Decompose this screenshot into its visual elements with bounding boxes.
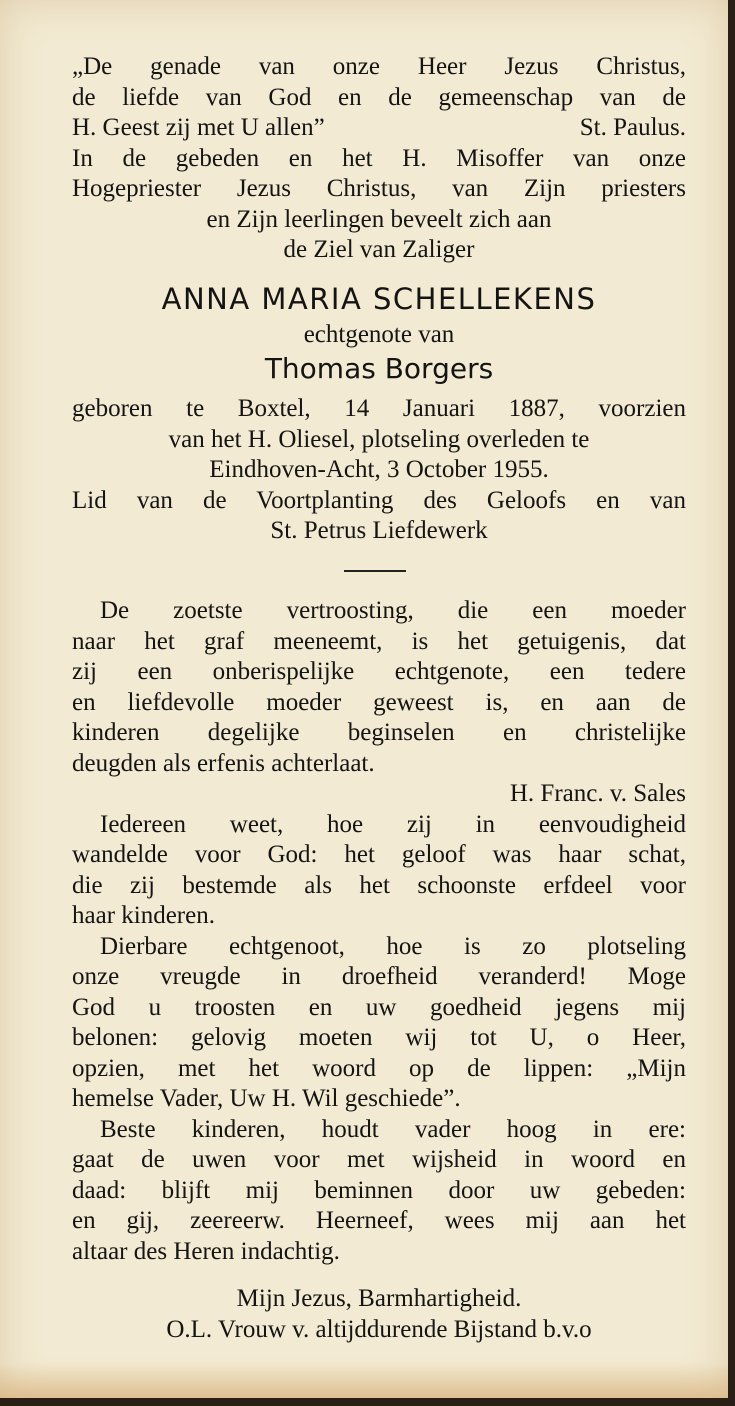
prayer-line: Mijn Jezus, Barmhartigheid. bbox=[236, 1285, 522, 1312]
body-line: belonen: gelovig moeten wij tot U, o Heer, bbox=[72, 1024, 686, 1051]
body-line: kinderen degelijke beginselen en christelijke bbox=[72, 719, 686, 746]
body-section bbox=[72, 596, 686, 1267]
body-line: die zij bestemde als het schoonste erfdeel voor bbox=[72, 871, 686, 899]
deceased-name: ANNA MARIA SCHELLEKENS bbox=[161, 282, 597, 316]
bio-section bbox=[72, 394, 686, 547]
body-line: deugden als erfenis achterlaat. bbox=[72, 749, 375, 777]
spouse-label: echtgenote van bbox=[303, 321, 455, 348]
body-line: Beste kinderen, houdt vader hoog in ere: bbox=[100, 1115, 686, 1143]
prayers-section bbox=[72, 1284, 686, 1345]
opening-section bbox=[72, 52, 686, 266]
bio-line: St. Petrus Liefdewerk bbox=[270, 517, 488, 544]
bio-line: Eindhoven-Acht, 3 October 1955. bbox=[209, 456, 549, 483]
intro-line: en Zijn leerlingen beveelt zich aan bbox=[206, 205, 552, 233]
bio-line: van het H. Oliesel, plotseling overleden te bbox=[168, 425, 590, 453]
bio-line: Lid van de Voortplanting des Geloofs en van bbox=[72, 486, 686, 514]
body-line: God u troosten en uw goedheid jegens mij bbox=[72, 993, 686, 1021]
prayer-line: O.L. Vrouw v. altijddurende Bijstand b.v.o bbox=[166, 1315, 592, 1343]
bio-line: geboren te Boxtel, 14 Januari 1887, voorzien bbox=[72, 395, 686, 422]
body-line: en liefdevolle moeder geweest is, en aan de bbox=[72, 688, 686, 716]
opening-line: „De genade van onze Heer Jezus Christus, bbox=[72, 53, 686, 80]
intro-line: de Ziel van Zaliger bbox=[283, 236, 475, 263]
body-line: gaat de uwen voor met wijsheid in woord en bbox=[72, 1146, 686, 1173]
body-line: haar kinderen. bbox=[72, 902, 215, 929]
spouse-name: Thomas Borgers bbox=[264, 352, 494, 385]
body-line: Dierbare echtgenoot, hoe is zo plotseling bbox=[100, 932, 686, 960]
body-line: daad: blijft mij beminnen door uw gebeden: bbox=[72, 1176, 686, 1204]
body-line: zij een onberispelijke echtgenote, een tedere bbox=[72, 658, 686, 685]
intro-line: In de gebeden en het H. Misoffer van onze bbox=[72, 144, 686, 172]
body-line: naar het graf meeneemt, is het getuigenis, dat bbox=[72, 627, 686, 655]
intro-line: Hogepriester Jezus Christus, van Zijn priesters bbox=[72, 175, 686, 202]
body-attribution: H. Franc. v. Sales bbox=[509, 780, 686, 807]
section-divider bbox=[344, 570, 406, 572]
body-line: altaar des Heren indachtig. bbox=[72, 1237, 340, 1265]
quote-end-text: H. Geest zij met U allen” bbox=[72, 114, 325, 141]
body-line: Iedereen weet, hoe zij in eenvoudigheid bbox=[100, 810, 686, 838]
quote-end-line bbox=[72, 113, 686, 144]
body-line: en gij, zeereerw. Heerneef, wees mij aan het bbox=[72, 1207, 686, 1234]
quote-attribution: St. Paulus. bbox=[579, 114, 686, 141]
opening-line: de liefde van God en de gemeenschap van de bbox=[72, 83, 686, 111]
body-line: opzien, met het woord op de lippen: „Mijn bbox=[72, 1054, 686, 1082]
paper-edge-shading bbox=[0, 1362, 728, 1398]
body-line: wandelde voor God: het geloof was haar schat, bbox=[72, 841, 686, 868]
body-line: onze vreugde in droefheid veranderd! Moge bbox=[72, 963, 686, 990]
body-line: hemelse Vader, Uw H. Wil geschiede”. bbox=[72, 1085, 461, 1112]
body-line: De zoetste vertroosting, die een moeder bbox=[100, 597, 686, 624]
